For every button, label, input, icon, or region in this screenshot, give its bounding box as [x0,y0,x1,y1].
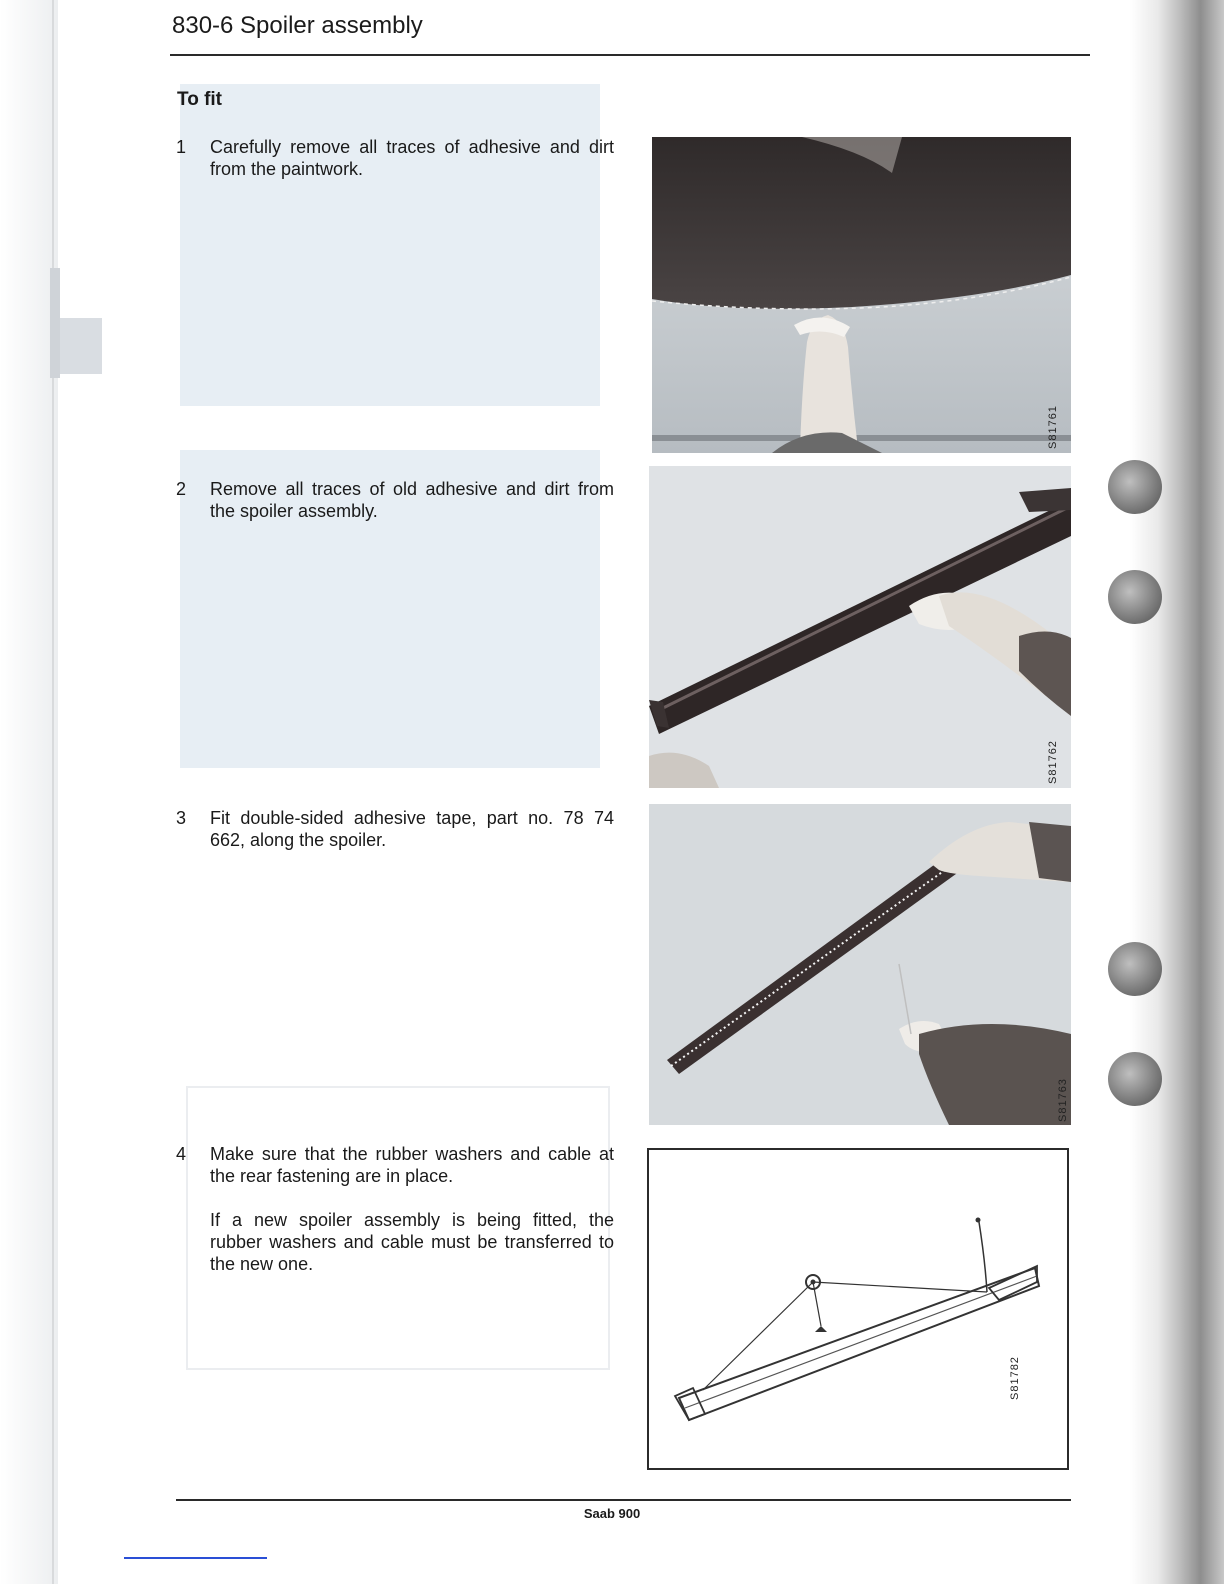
figure-code-2: S81762 [1047,740,1059,784]
binder-ring-3 [1108,942,1162,996]
step-number: 1 [176,137,187,157]
step-note: If a new spoiler assembly is being fitted, the rubber washers and cable must be transferred to the new one. [210,1210,614,1274]
figure-code-4: S81782 [1009,1356,1021,1400]
step-number: 3 [176,808,187,828]
step-number: 2 [176,479,187,499]
step-text: Carefully remove all traces of adhesive and dirt from the paintwork. [210,137,614,179]
figure-code-3: S81763 [1057,1078,1069,1122]
footnote-line [124,1557,267,1559]
spoiler-diagram [649,1150,1067,1468]
footer-rule [176,1499,1071,1501]
step-number: 4 [176,1144,187,1164]
section-heading: To fit [177,89,223,110]
binder-ring-2 [1108,570,1162,624]
page-left-shadow [0,0,58,1584]
adhesive-tape-illustration [649,804,1071,1125]
page-title: 830-6 Spoiler assembly [172,12,423,39]
step-2 [176,478,614,522]
binder-ring-1 [1108,460,1162,514]
page-left-edge [52,0,54,1584]
paintwork-cleaning-illustration [652,137,1071,453]
figure-diagram-4 [647,1148,1069,1470]
step-text: Fit double-sided adhesive tape, part no. 78 74 662, along the spoiler. [210,808,614,850]
figure-photo-1 [652,137,1071,453]
show-through-image-1 [180,84,600,406]
step-text: Remove all traces of old adhesive and dirt from the spoiler assembly. [210,479,614,521]
step-4 [176,1143,614,1275]
step-text: Make sure that the rubber washers and cable at the rear fastening are in place. [210,1144,614,1186]
step-1 [176,136,614,180]
footer-title: Saab 900 [583,1506,641,1521]
left-margin-tab [60,318,102,374]
figure-photo-3 [649,804,1071,1125]
header-rule [170,54,1090,56]
left-margin-mark [50,268,60,378]
binder-edge [1130,0,1224,1584]
step-3 [176,807,614,851]
figure-code-1: S81761 [1047,405,1059,449]
spoiler-cleaning-illustration [649,466,1071,788]
binder-ring-4 [1108,1052,1162,1106]
figure-photo-2 [649,466,1071,788]
